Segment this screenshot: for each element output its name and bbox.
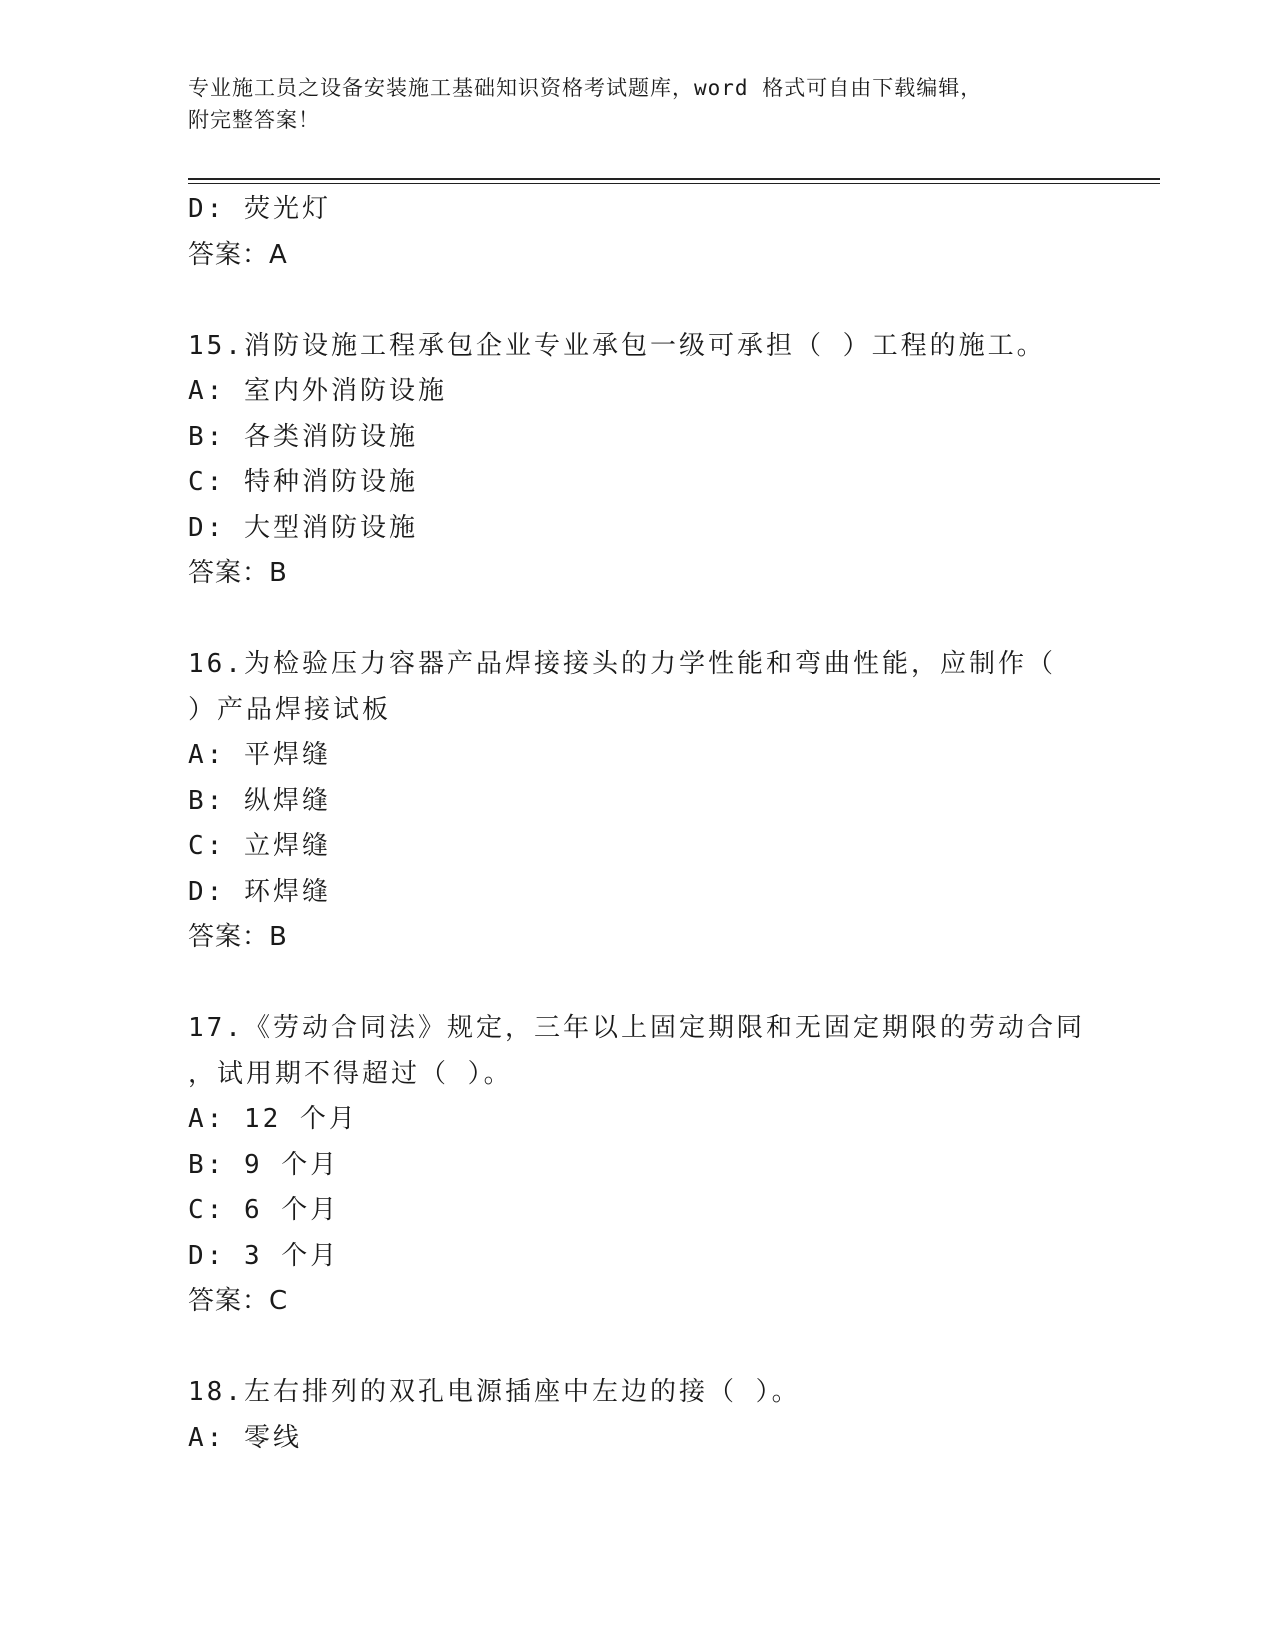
spacer [188,278,1088,324]
answer: 答案：B [188,922,288,952]
option-a: A: 室内外消防设施 [188,376,447,406]
option-a: A: 平焊缝 [188,740,331,770]
option-c: C: 立焊缝 [188,831,331,861]
question-stem: 18.左右排列的双孔电源插座中左边的接（ ）。 [188,1377,801,1407]
option-a: A: 12 个月 [188,1104,358,1134]
document-header [188,72,1088,136]
question-stem: 15.消防设施工程承包企业专业承包一级可承担（ ）工程的施工。 [188,330,1046,361]
prev-answer: 答案：A [188,239,288,270]
question-17 [188,1006,1088,1325]
header-divider-thin [188,183,1160,184]
question-stem-line-1: 16.为检验压力容器产品焊接接头的力学性能和弯曲性能，应制作（ [188,649,1056,679]
header-divider-thick [188,178,1160,180]
prev-option-d: D: 荧光灯 [188,194,331,224]
question-stem-line-2: ，试用期不得超过（ ）。 [188,1058,513,1089]
question-15 [188,324,1088,597]
spacer [188,961,1088,1007]
header-line-2: 附完整答案！ [188,108,320,132]
answer: 答案：C [188,1286,289,1316]
option-b: B: 纵焊缝 [188,785,331,816]
spacer [188,1325,1088,1371]
question-list [188,187,1088,1461]
header-line-1: 专业施工员之设备安装施工基础知识资格考试题库，word 格式可自由下载编辑， [188,76,983,100]
question-18 [188,1370,1088,1461]
option-b: B: 9 个月 [188,1149,340,1180]
spacer [188,597,1088,643]
question-stem-line-1: 17.《劳动合同法》规定，三年以上固定期限和无固定期限的劳动合同 [188,1013,1085,1043]
option-c: C: 6 个月 [188,1195,340,1225]
question-16 [188,642,1088,961]
option-b: B: 各类消防设施 [188,421,418,452]
answer: 答案：B [188,558,288,588]
option-d: D: 大型消防设施 [188,512,418,543]
question-stem-line-2: ）产品焊接试板 [188,694,392,725]
option-d: D: 环焊缝 [188,876,331,907]
option-c: C: 特种消防设施 [188,467,418,497]
option-d: D: 3 个月 [188,1240,340,1271]
option-a: A: 零线 [188,1422,302,1453]
